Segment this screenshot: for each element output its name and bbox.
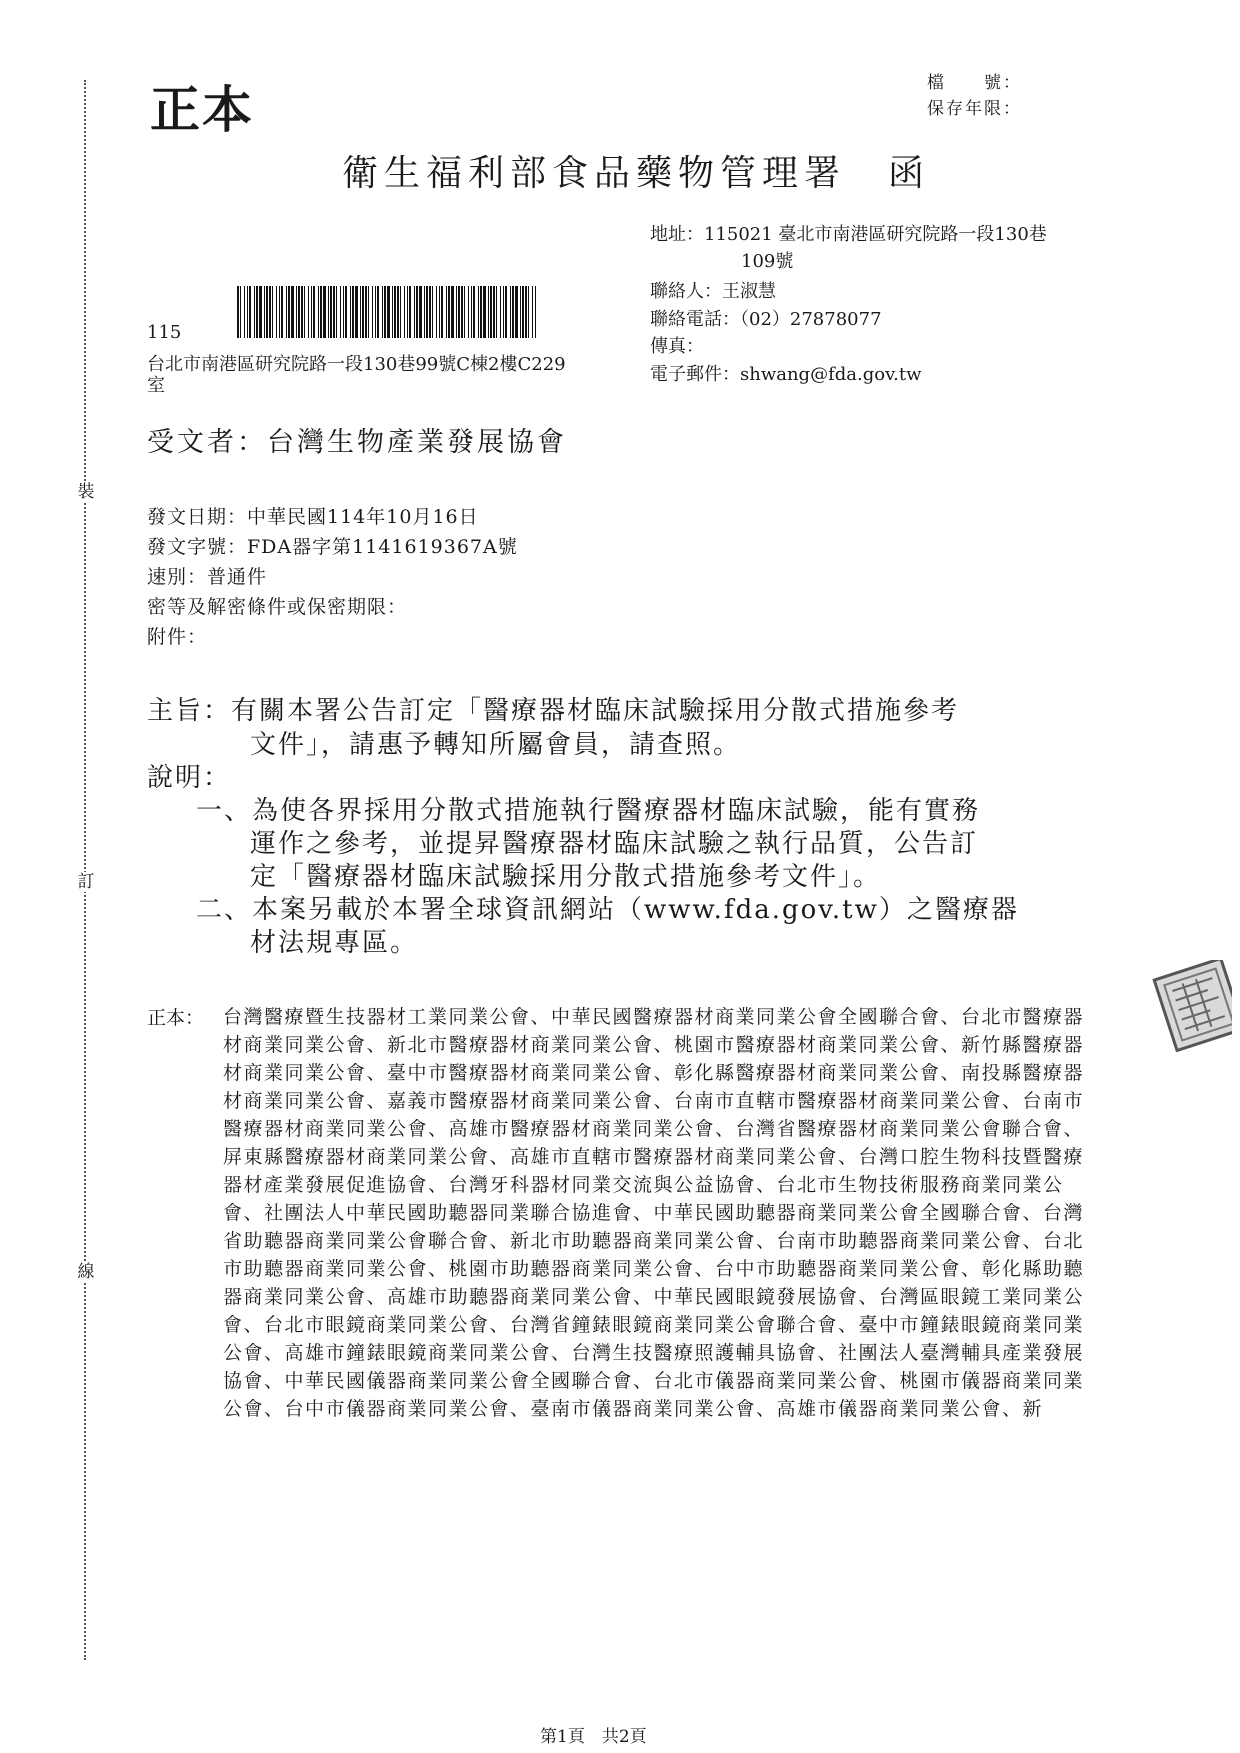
barcode-bar (330, 286, 332, 338)
barcode-bar (377, 286, 379, 338)
barcode-bar (392, 286, 393, 338)
barcode-bar (304, 286, 305, 338)
barcode-bar (429, 286, 431, 338)
subject-line1: 主旨：有關本署公告訂定「醫療器材臨床試驗採用分散式措施參考 (147, 696, 960, 726)
file-number-label: 檔 號： (927, 73, 1022, 93)
explanation-item1-line1: 一、為使各界採用分散式措施執行醫療器材臨床試驗，能有實務 (196, 796, 981, 826)
issue-date: 發文日期：中華民國114年10月16日 (147, 506, 479, 528)
barcode-bar (352, 286, 354, 338)
mail-address-line1: 台北市南港區研究院路一段130巷99號C棟2樓C229 (147, 354, 566, 375)
barcode-bar (451, 286, 454, 338)
attachment-label: 附件： (147, 626, 208, 648)
barcode-bar (426, 286, 428, 338)
explanation-item1-line2: 運作之參考，並提昇醫療器材臨床試驗之執行品質，公告訂 (250, 829, 979, 859)
barcode-bar (318, 286, 319, 338)
barcode-bar (535, 286, 536, 338)
barcode-bar (461, 286, 463, 338)
barcode-bar (266, 286, 268, 338)
barcode-bar (281, 286, 283, 338)
barcode-bar (362, 286, 364, 338)
barcode-bar (483, 286, 486, 338)
barcode-bar (340, 286, 341, 338)
barcode-bar (397, 286, 399, 338)
barcode-bar (237, 286, 239, 338)
barcode-bar (400, 286, 401, 338)
barcode-bar (458, 286, 460, 338)
barcode-bar (436, 286, 437, 338)
barcode-bar (276, 286, 277, 338)
binding-line (84, 80, 86, 1660)
barcode-bar (407, 286, 408, 338)
original-copy-stamp: 正本 (150, 80, 254, 139)
explanation-item2-line2: 材法規專區。 (250, 928, 419, 958)
barcode-bar (419, 286, 422, 338)
barcode-bar (532, 286, 533, 338)
barcode-bar (528, 286, 529, 338)
barcode-bar (298, 286, 300, 338)
barcode-bar (247, 286, 248, 338)
barcode-bar (439, 286, 440, 338)
barcode-bar (320, 286, 322, 338)
barcode-bar (432, 286, 433, 338)
barcode-bar (264, 286, 265, 338)
mail-address-line2: 室 (147, 375, 165, 396)
barcode-bar (288, 286, 290, 338)
explanation-heading: 說明： (147, 763, 232, 793)
document-number: 發文字號：FDA器字第1141619367A號 (147, 536, 518, 558)
barcode-bar (365, 286, 367, 338)
barcode-bar (272, 286, 273, 338)
barcode-bar (493, 286, 495, 338)
agency-title: 衛生福利部食品藥物管理署 函 (342, 153, 931, 194)
barcode-bar (384, 286, 386, 338)
barcode-bar (520, 286, 521, 338)
barcode-bar (254, 286, 255, 338)
distribution-list: 台灣醫療暨生技器材工業同業公會、中華民國醫療器材商業同業公會全國聯合會、台北市醫療器材商業同業公會、新北市醫療器材商業同業公會、桃園市醫療器材商業同業公會、新竹縣醫療器材商業同業公會、臺中市醫療器材商業同業公會、彰化縣醫療器材商業同業公會、南投縣醫療器材商業同業公會、嘉義市醫療器材商業同業公會、台南市直轄市醫療器材商業同業公會、台南市醫療器材商業同業公會、高雄市醫療器材商業同業公會、台灣省醫療器材商業同業公會聯合會、屏東縣醫療器材商業同業公會、高雄市直轄市醫療器材商業同業公會、台灣口腔生物科技暨醫療器材產業發展促進協會、台灣牙科器材同業交流與公益協會、台北市生物技術服務商業同業公會、社團法人中華民國助聽器同業聯合協進會、中華民國助聽器商業同業公會全國聯合會、台灣省助聽器商業同業公會聯合會、新北市助聽器商業同業公會、台南市助聽器商業同業公會、台北市助聽器商業同業公會、桃園市助聽器商業同業公會、台中市助聽器商業同業公會、彰化縣助聽器商業同業公會、高雄市助聽器商業同業公會、中華民國眼鏡發展協會、台灣區眼鏡工業同業公會、台北市眼鏡商業同業公會、台灣省鐘錶眼鏡商業同業公會聯合會、臺中市鐘錶眼鏡商業同業公會、高雄市鐘錶眼鏡商業同業公會、台灣生技醫療照護輔具協會、社團法人臺灣輔具產業發展協會、中華民國儀器商業同業公會全國聯合會、台北市儀器商業同業公會、桃園市儀器商業同業公會、台中市儀器商業同業公會、臺南市儀器商業同業公會、高雄市儀器商業同業公會、新 (223, 1006, 1085, 1420)
barcode-bar (269, 286, 271, 338)
barcode (237, 286, 540, 338)
contact-email: 電子郵件：shwang@fda.gov.tw (650, 364, 922, 385)
barcode-bar (343, 286, 344, 338)
barcode-bar (308, 286, 309, 338)
delivery-speed: 速別：普通件 (147, 566, 268, 588)
barcode-bar (249, 286, 251, 338)
barcode-bar (301, 286, 303, 338)
barcode-bar (328, 286, 329, 338)
barcode-bar (333, 286, 335, 338)
barcode-bar (456, 286, 457, 338)
barcode-bar (409, 286, 411, 338)
barcode-bar (256, 286, 258, 338)
contact-person: 聯絡人：王淑慧 (650, 281, 776, 302)
barcode-bar (478, 286, 479, 338)
barcode-bar (259, 286, 262, 338)
barcode-bar (355, 286, 358, 338)
barcode-bar (503, 286, 504, 338)
barcode-bar (414, 286, 415, 338)
barcode-bar (480, 286, 482, 338)
contact-phone: 聯絡電話：（02）27878077 (650, 309, 882, 330)
secrecy-level: 密等及解密條件或保密期限： (147, 596, 408, 618)
binding-label-ding: 訂 (77, 872, 95, 892)
binding-label-zhuang: 裝 (77, 482, 95, 502)
barcode-bar (345, 286, 347, 338)
barcode-bar (468, 286, 469, 338)
barcode-bar (448, 286, 450, 338)
barcode-bar (311, 286, 312, 338)
barcode-bar (473, 286, 475, 338)
barcode-bar (323, 286, 326, 338)
barcode-bar (394, 286, 396, 338)
barcode-bar (500, 286, 501, 338)
barcode-bar (387, 286, 390, 338)
barcode-bar (286, 286, 287, 338)
barcode-bar (404, 286, 405, 338)
barcode-bar (446, 286, 447, 338)
retention-period-label: 保存年限： (927, 99, 1022, 119)
barcode-bar (350, 286, 351, 338)
barcode-bar (279, 286, 280, 338)
barcode-bar (382, 286, 383, 338)
subject-line2: 文件」，請惠予轉知所屬會員，請查照。 (250, 730, 742, 760)
barcode-bar (416, 286, 418, 338)
barcode-bar (244, 286, 245, 338)
barcode-bar (488, 286, 489, 338)
barcode-bar (496, 286, 497, 338)
page-number: 第1頁 共2頁 (540, 1727, 647, 1747)
barcode-bar (240, 286, 241, 338)
distribution-label: 正本： (147, 1007, 205, 1029)
contact-fax: 傳真： (650, 336, 704, 357)
barcode-bar (372, 286, 373, 338)
contact-address-line1: 地址：115021 臺北市南港區研究院路一段130巷 (650, 224, 1047, 245)
binding-label-xian: 線 (77, 1262, 95, 1282)
official-seal-partial (1150, 960, 1232, 1052)
barcode-bar (313, 286, 315, 338)
mail-postcode: 115 (147, 322, 182, 343)
barcode-bar (464, 286, 465, 338)
barcode-bar (505, 286, 507, 338)
barcode-bar (291, 286, 294, 338)
barcode-bar (525, 286, 527, 338)
barcode-bar (296, 286, 297, 338)
barcode-bar (471, 286, 472, 338)
barcode-bar (424, 286, 425, 338)
barcode-bar (375, 286, 376, 338)
barcode-bar (522, 286, 524, 338)
contact-address-line2: 109號 (741, 251, 794, 272)
barcode-bar (512, 286, 514, 338)
barcode-bar (441, 286, 443, 338)
barcode-bar (510, 286, 511, 338)
recipient: 受文者：台灣生物產業發展協會 (147, 427, 567, 458)
barcode-bar (360, 286, 361, 338)
barcode-bar (336, 286, 337, 338)
explanation-item1-line3: 定「醫療器材臨床試驗採用分散式措施參考文件」。 (250, 862, 882, 892)
barcode-bar (515, 286, 518, 338)
barcode-bar (490, 286, 492, 338)
barcode-bar (368, 286, 369, 338)
explanation-item2-line1: 二、本案另載於本署全球資訊網站（www.fda.gov.tw）之醫療器 (196, 895, 1019, 925)
